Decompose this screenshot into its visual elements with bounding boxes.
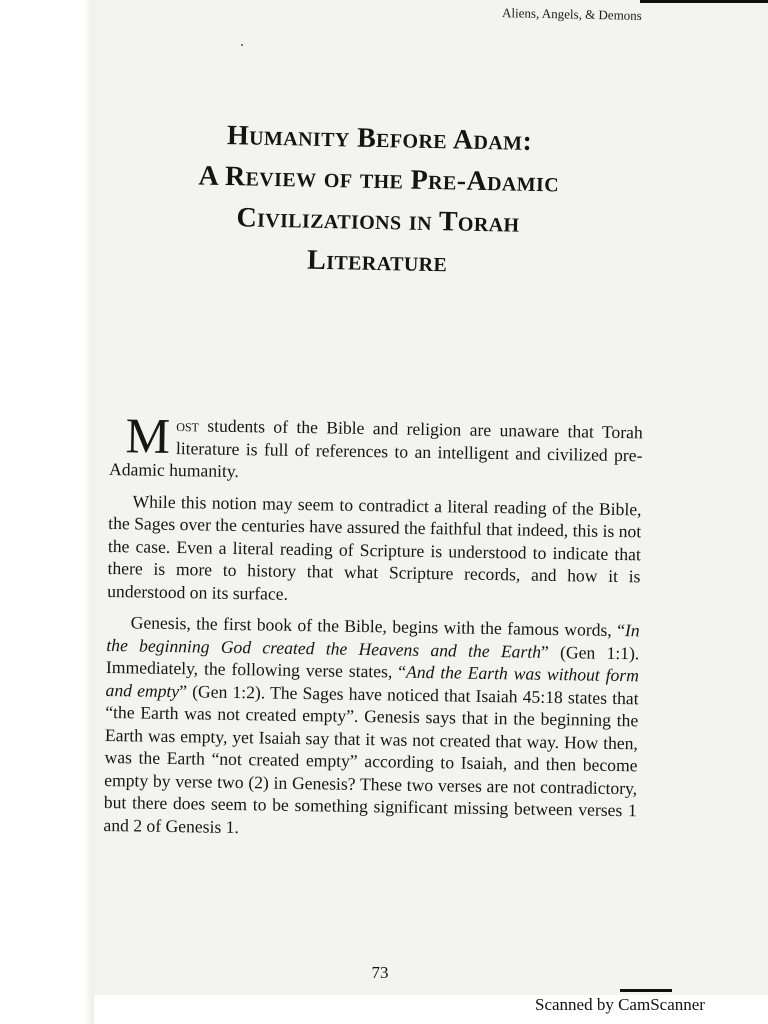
title-line: Literature [306,244,448,279]
text-run: ” (Gen 1:2). The Sages have noticed that Isaiah 45:18 states that “the Earth was not created empty”. Genesis says that in the beginning the Earth was empty, yet Isaiah say that it was not created that way. How then, was the Earth “not created empty” according to Isaiah, and then become empty by verse two (2) in Genesis? These two verses are not contradictory, but there does seem to be something significant missing between verses 1 and 2 of Genesis 1. [103,680,639,837]
italic-quote: And the Earth was without form and empty [105,661,640,701]
drop-cap: M [125,407,171,464]
scan-speck [241,44,243,46]
paragraph [103,611,639,844]
italic-quote: In the beginning God created the Heavens and the Earth [106,620,640,662]
lead-in-smallcaps: ost [176,415,200,436]
scanner-watermark: Scanned by CamScanner [535,995,705,1014]
text-run: ” (Gen 1:1). Immediately, the following verse states, “ [105,641,640,682]
title-line: A Review of the Pre-Adamic [198,160,560,199]
title-line: Humanity Before Adam: [226,120,533,157]
page-margin [0,0,94,1024]
text-run: Genesis, the first book of the Bible, begins with the famous words, “ [130,612,626,641]
title-line: Civilizations in Torah [236,202,520,239]
top-rule [640,0,768,3]
text-run: students of the Bible and religion are unaware that Torah literature is full of references to an intelligent and civilized pre-Adamic humanity. [108,415,643,482]
bottom-rule [620,989,672,992]
paragraph [108,407,643,489]
chapter-title [117,113,640,287]
paragraph [107,489,642,610]
body-text [103,407,643,853]
page-number: 73 [371,963,389,982]
running-head: Aliens, Angels, & Demons [501,5,642,23]
text-run: While this notion may seem to contradict a literal reading of the Bible, the Sages over the centuries have assured the faithful that indeed, this is not the case. Even a literal reading of Scripture is understood to indicate that there is more to history that what Scripture records, and how it is understood on its surface. [107,490,642,604]
